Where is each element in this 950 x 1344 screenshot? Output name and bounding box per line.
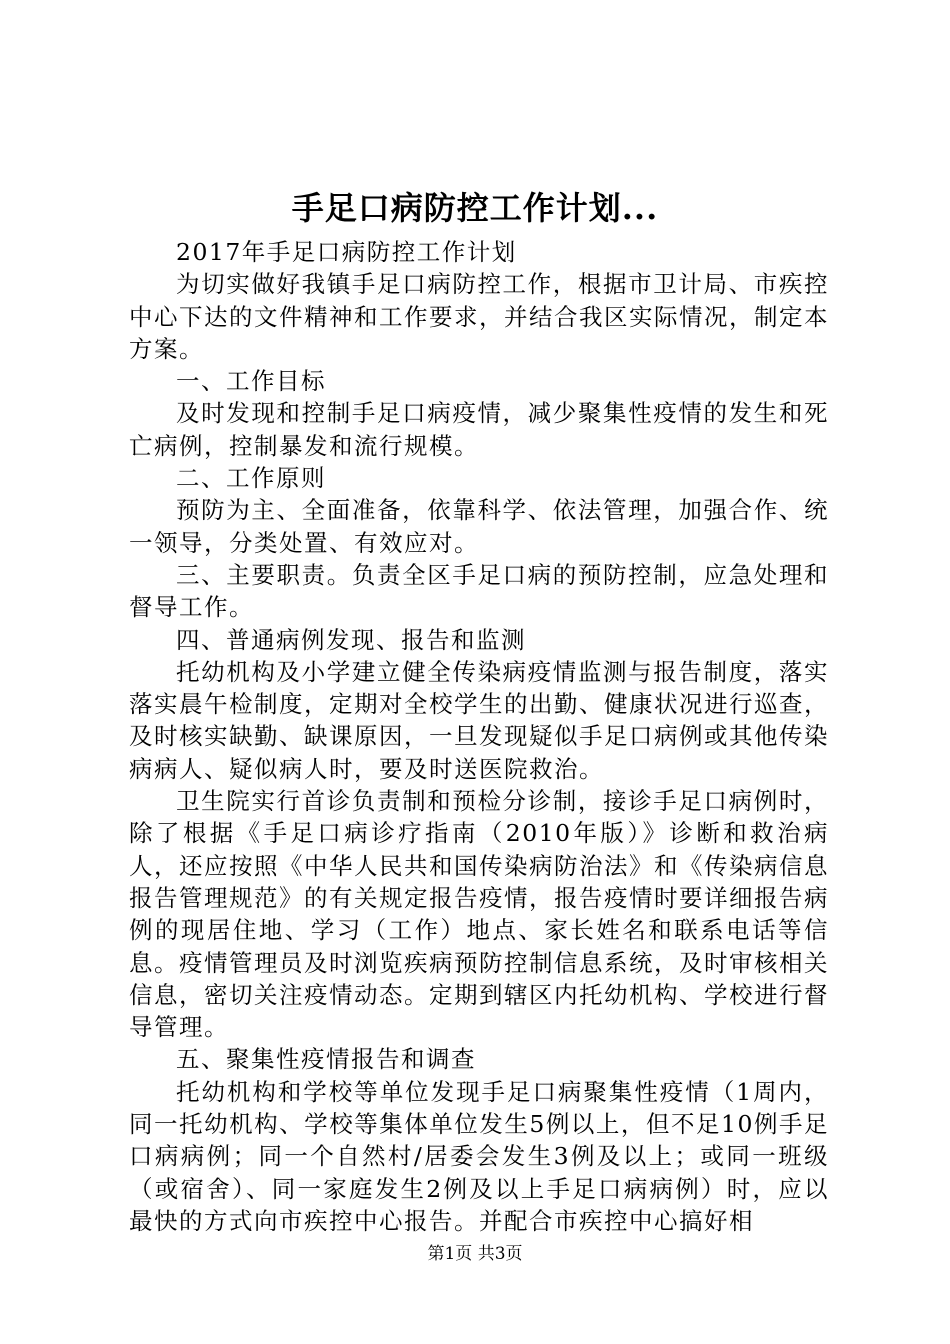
paragraph-goals: 及时发现和控制手足口病疫情，减少聚集性疫情的发生和死亡病例，控制暴发和流行规模。: [129, 399, 829, 460]
section-heading-principles: 二、工作原则: [176, 464, 326, 493]
paragraph-subtitle: 2017年手足口病防控工作计划: [176, 238, 517, 266]
paragraph-principles: 预防为主、全面准备，依靠科学、依法管理，加强合作、统一领导，分类处置、有效应对。: [129, 496, 829, 557]
section-heading-goals: 一、工作目标: [176, 367, 326, 396]
paragraph-clusters: 托幼机构和学校等单位发现手足口病聚集性疫情（1周内，同一托幼机构、学校等集体单位发生5例以上，但不足10例手足口病病例；同一个自然村/居委会发生3例及以上；或同一班级（或宿舍）、同一家庭发生2例及以上手足口病病例）时，应以最快的方式向市疾控中心报告。并配合市疾控中心搞好相: [129, 1077, 829, 1235]
document-title: 手足口病防控工作计划...: [291, 189, 659, 227]
paragraph-kindergartens: 托幼机构及小学建立健全传染病疫情监测与报告制度，落实落实晨午检制度，定期对全校学生的出勤、健康状况进行巡查，及时核实缺勤、缺课原因，一旦发现疑似手足口病例或其他传染病病人、疑似病人时，要及时送医院救治。: [129, 657, 829, 783]
paragraph-intro: 为切实做好我镇手足口病防控工作，根据市卫计局、市疾控中心下达的文件精神和工作要求，并结合我区实际情况，制定本方案。: [129, 270, 829, 363]
section-heading-clusters: 五、聚集性疫情报告和调查: [176, 1045, 476, 1074]
page-number-footer: 第1页 共3页: [427, 1244, 523, 1264]
document-body: [129, 236, 829, 1237]
paragraph-health-center: 卫生院实行首诊负责制和预检分诊制，接诊手足口病例时，除了根据《手足口病诊疗指南（2010年版）》诊断和救治病人，还应按照《中华人民共和国传染病防治法》和《传染病信息报告管理规范》的有关规定报告疫情，报告疫情时要详细报告病例的现居住地、学习（工作）地点、家长姓名和联系电话等信息。疫情管理员及时浏览疾病预防控制信息系统，及时审核相关信息，密切关注疫情动态。定期到辖区内托幼机构、学校进行督导管理。: [129, 787, 829, 1042]
section-heading-monitoring: 四、普通病例发现、报告和监测: [176, 625, 526, 654]
paragraph-responsibilities: 三、主要职责。负责全区手足口病的预防控制，应急处理和督导工作。: [129, 560, 829, 622]
